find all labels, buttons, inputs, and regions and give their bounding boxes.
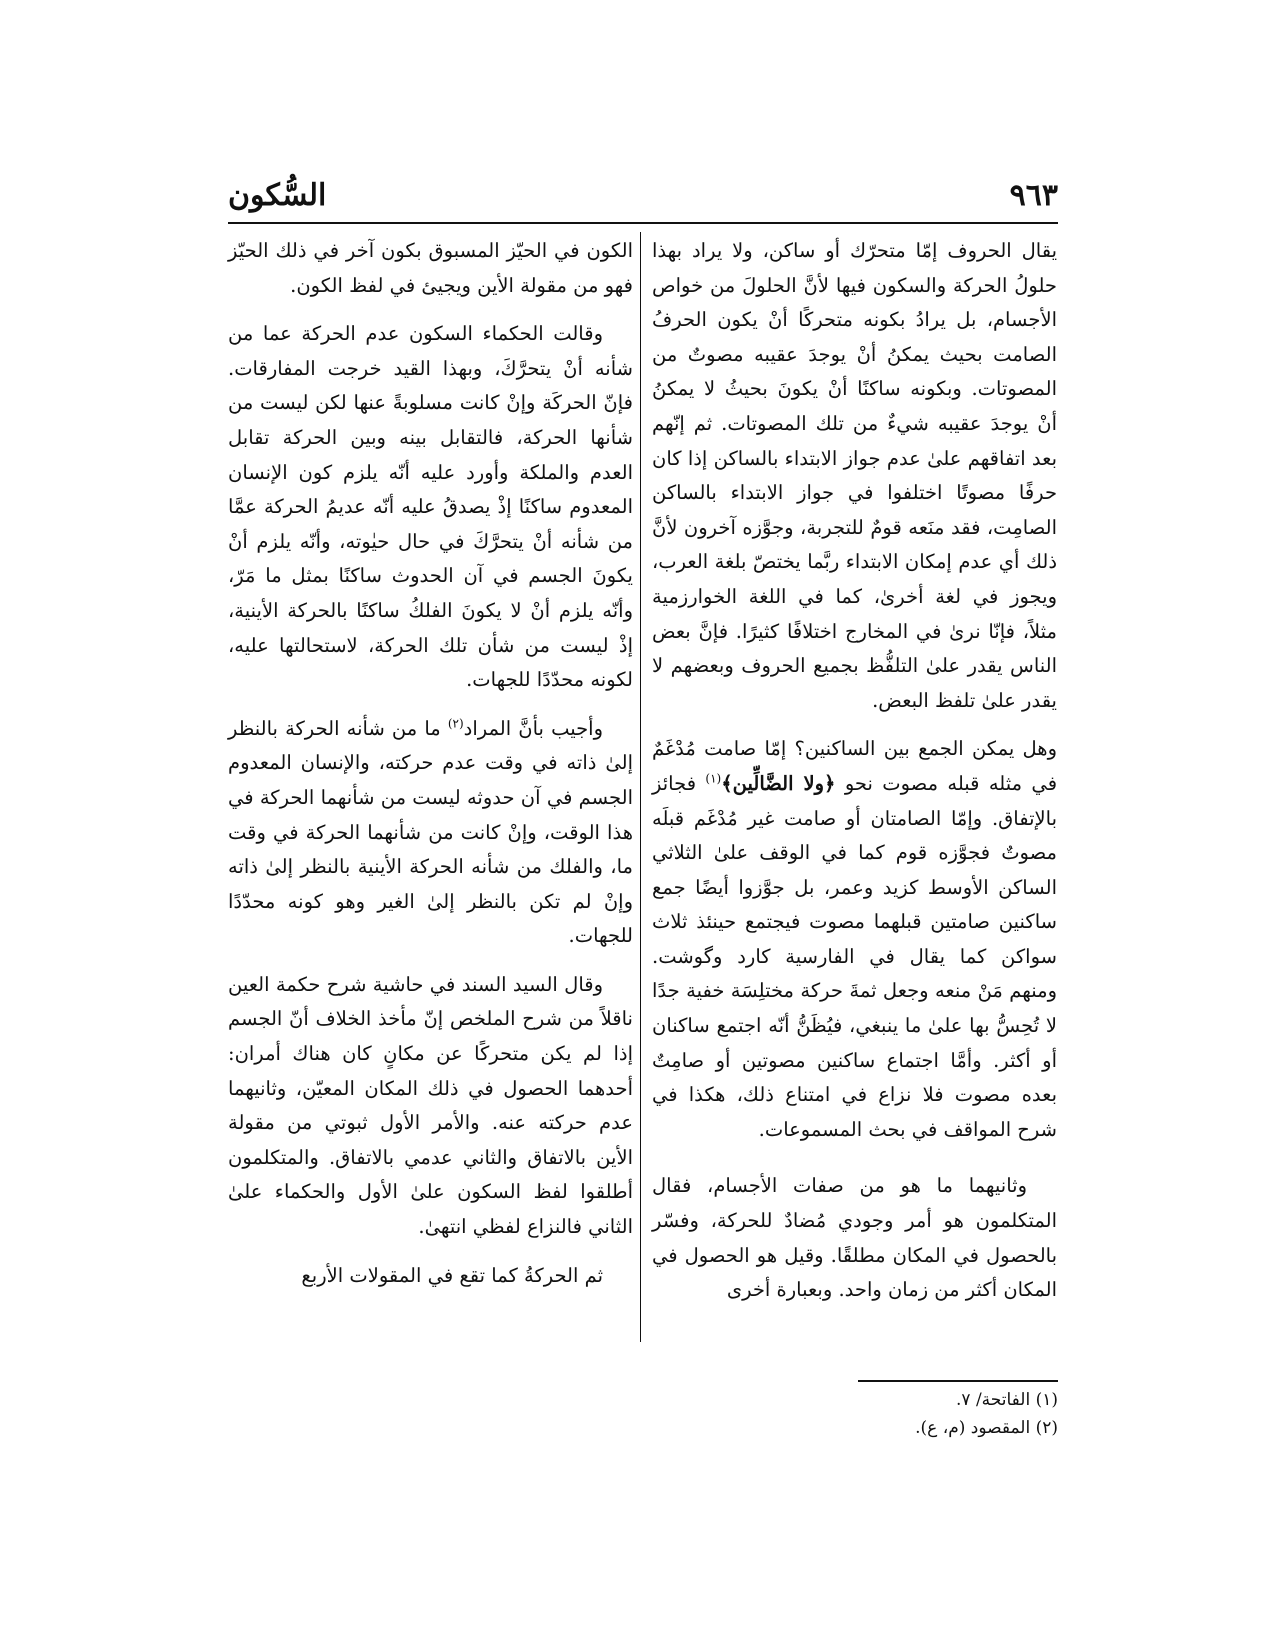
left-paragraph-1: الكون في الحيّز المسبوق بكون آخر في ذلك الحيّز فهو من مقولة الأين ويجيئ في لفظ الكون. [228, 239, 633, 297]
running-title: السُّكون [228, 178, 327, 213]
left-paragraph-3-text-b: ما من شأنه الحركة بالنظر إلىٰ ذاته في وقت عدم حركته، والإنسان المعدوم الجسم في آن حدوثه ليست من شأنهما الحركة في هذا الوقت، وإنْ كانت من شأنهما الحركة في وقت ما، والفلك من شأنه الحركة الأينية بالنظر إلىٰ ذاته وإنْ لم تكن بالنظر إلىٰ الغير وهو كونه محدّدًا للجهات. [228, 716, 633, 948]
right-paragraph-2 [652, 732, 1057, 1147]
page-header [228, 178, 1058, 222]
page-number: ٩٦٣ [1009, 178, 1058, 213]
footnote-ref-2: (٢) [447, 716, 464, 731]
footnotes [658, 1386, 1058, 1442]
right-paragraph-2-text-a: وهل يمكن الجمع بين الساكنين؟ إمّا صامت مُدْغَمٌ في مثله قبله مصوت نحو [652, 737, 1058, 795]
footnote-rule [858, 1380, 1058, 1382]
right-paragraph-3: وثانيهما ما هو من صفات الأجسام، فقال المتكلمون هو أمر وجودي مُضادٌ للحركة، وفسّر بالحصول في المكان مطلقًا. وقيل هو الحصول في المكان أكثر من زمان واحد. وبعبارة أخرى [652, 1174, 1057, 1302]
header-rule [228, 222, 1058, 224]
left-column [228, 234, 633, 1307]
footnote-1: (١) الفاتحة/ ٧. [956, 1390, 1058, 1410]
left-paragraph-5: ثم الحركةُ كما تقع في المقولات الأربع [301, 1263, 603, 1287]
left-paragraph-4: وقال السيد السند في حاشية شرح حكمة العين ناقلاً من شرح الملخص إنّ مأخذ الخلاف أنّ الجسم إذا لم يكن متحركًا عن مكانٍ كان هناك أمران: أحدهما الحصول في ذلك المكان المعيّن، وثانيهما عدم حركته عنه. والأمر الأول ثبوتي من مقولة الأين بالاتفاق والثاني عدمي بالاتفاق. والمتكلمون أطلقوا لفظ السكون علىٰ الأول والحكماء علىٰ الثاني فالنزاع لفظي انتهىٰ. [228, 972, 633, 1239]
right-paragraph-1: يقال الحروف إمّا متحرّك أو ساكن، ولا يراد بهذا حلولُ الحركة والسكون فيها لأنَّ الحلولَ من خواص الأجسام، بل يرادُ بكونه متحركًا أنْ يكون الحرفُ الصامت بحيث يمكنُ أنْ يوجدَ عقيبه مصوتٌ من المصوتات. وبكونه ساكنًا أنْ يكونَ بحيثُ لا يمكنُ أنْ يوجدَ عقيبه شيءٌ من تلك المصوتات. ثم إنّهم بعد اتفاقهم علىٰ عدم جواز الابتداء بالساكن إذا كان حرفًا مصوتًا اختلفوا في جواز الابتداء بالساكن الصامِت، فقد منَعه قومٌ للتجربة، وجوَّزه آخرون لأنَّ ذلك أي عدم إمكان الابتداء ربَّما يختصّ بلغة العرب، ويجوز في لغة أخرىٰ، كما في اللغة الخوارزمية مثلاً، فإنّا نرىٰ في المخارج اختلافًا كثيرًا. فإنَّ بعض الناس يقدر علىٰ التلفُّظ بجميع الحروف وبعضهم لا يقدر علىٰ تلفظ البعض. [652, 239, 1057, 712]
left-paragraph-3-text-a: وأجيب بأنَّ المراد [463, 716, 604, 740]
footnote-ref-1: (١) [705, 771, 722, 786]
left-paragraph-3 [228, 712, 633, 954]
column-divider [640, 232, 641, 1342]
footnote-2: (٢) المقصود (م، ع). [915, 1418, 1058, 1438]
left-paragraph-2: وقالت الحكماء السكون عدم الحركة عما من شأنه أنْ يتحرَّكَ، وبهذا القيد خرجت المفارقات. فإنّ الحركَة وإنْ كانت مسلوبةً عنها لكن ليست من شأنها الحركة، فالتقابل بينه وبين الحركة تقابل العدم والملكة وأورد عليه أنّه يلزم كون الإنسان المعدوم ساكنًا إذْ يصدقُ عليه أنّه عديمُ الحركة عمَّا من شأنه أنْ يتحرَّكَ في حال حيٰوته، وأنّه يلزم أنْ يكونَ الجسم في آن الحدوث ساكنًا بمثل ما مَرّ، وأنّه يلزم أنْ لا يكونَ الفلكُ ساكنًا بالحركة الأينية، إذْ ليست من شأن تلك الحركة، لاستحالتها عليه، لكونه محدّدًا للجهات. [228, 322, 633, 692]
right-column [652, 234, 1057, 1322]
quran-quote: ﴿ولا الضَّالِّين﴾ [721, 771, 836, 795]
right-paragraph-2-text-b: فجائز بالإتفاق. وإمّا الصامتان أو صامت غير مُدْغَم قبلَه مصوتٌ فجوَّزه قوم كما في الوقف علىٰ الثلاثي الساكن الأوسط كزيد وعمر، بل جوَّزوا أيضًا جمع ساكنين صامتين قبلهما مصوت فيجتمع حينئذ ثلاث سواكن كما يقال في الفارسية كارد وگوشت. ومنهم مَنْ منعه وجعل ثمةَ حركة مختلِسَة خفية جدًا لا تُحِسُّ بها علىٰ ما ينبغي، فيُظَنُّ أنّه اجتمع ساكنان أو أكثر. وأمَّا اجتماع ساكنين مصوتين أو صامِتٌ بعده مصوت فلا نزاع في امتناع ذلك، هكذا في شرح المواقف في بحث المسموعات. [652, 771, 1057, 1141]
